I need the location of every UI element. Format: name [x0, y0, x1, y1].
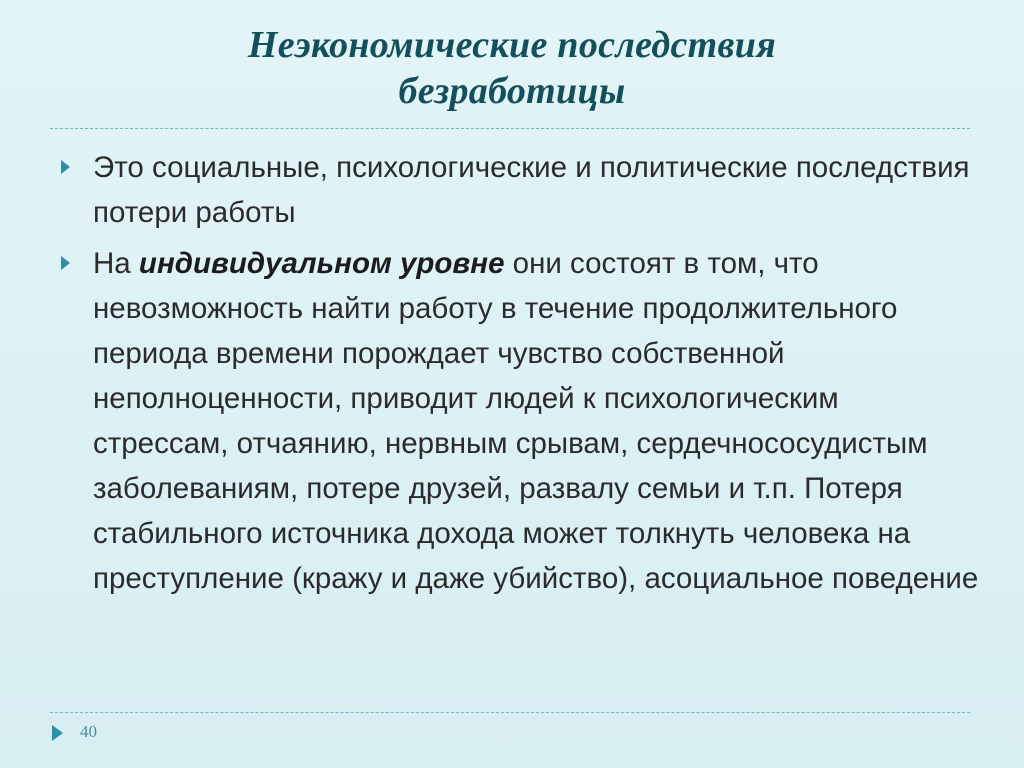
slide-title-line-2: безработицы: [398, 70, 626, 112]
bullet-text-2-before: На: [93, 247, 139, 280]
title-divider: [50, 128, 970, 129]
bullet-text-2-emphasis: индивидуальном уровне: [138, 247, 505, 280]
slide-title: [60, 22, 964, 114]
bullet-list: [60, 145, 980, 607]
bullet-item-2: [60, 241, 980, 601]
triangle-footer-icon: [52, 725, 63, 741]
bullet-text-2-after: они состоят в том, что невозможность найти работу в течение продолжительного периода времени порождает чувство собственной неполноценности, приводит людей к психологическим стрессам, отчаянию, нервным срывам, сердечнососудистым заболеваниям, потере друзей, развалу семьи и т.п. Потеря стабильного источника дохода может толкнуть человека на преступление (кражу и даже убийство), асоциальное поведение: [93, 247, 979, 595]
footer-divider: [50, 712, 970, 713]
bullet-item-1: [60, 145, 980, 235]
slide-title-line-1: Неэкономические последствия: [247, 24, 777, 66]
bullet-text-1: Это социальные, психологические и политические последствия потери работы: [93, 151, 970, 229]
triangle-bullet-icon: [61, 160, 70, 174]
triangle-bullet-icon: [61, 256, 70, 270]
page-number: 40: [80, 722, 97, 741]
